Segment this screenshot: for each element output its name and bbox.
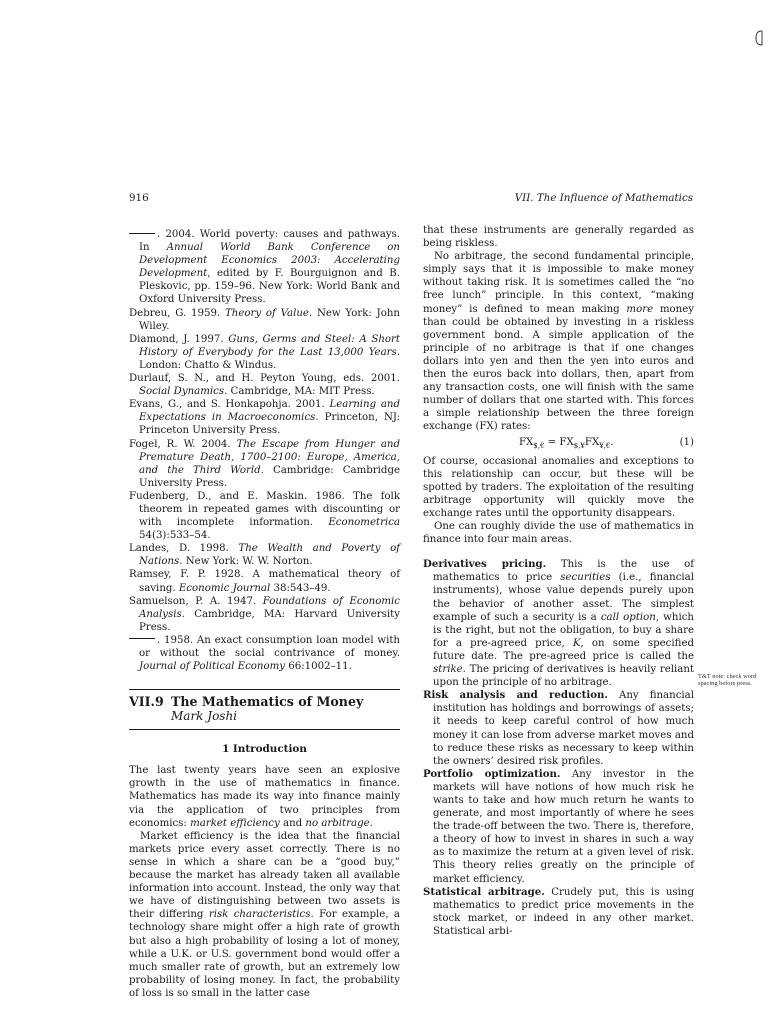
anomalies-text — [423, 455, 694, 547]
no-arbitrage-text — [423, 224, 694, 434]
margin-note: T&T note: check word spacing before press. — [698, 673, 757, 688]
section-title: VII. The Influence of Mathematics — [514, 192, 693, 204]
article-heading — [129, 694, 400, 709]
area-item: Statistical arbitrage. Crudely put, this is using mathematics to predict price movements in the stock market, or indeed in any other market. Statistical arbi- — [423, 885, 695, 937]
body-paragraph: Of course, occasional anomalies and exceptions to this relationship can occur, but these will be spotted by traders. The exploitation of the resulting arbitrage opportunity will quickly move the exchange rates until the opportunity disappears. — [423, 455, 694, 519]
intro-text — [129, 764, 400, 1000]
area-item: Risk analysis and reduction. Any financial institution has holdings and borrowings of assets; it needs to keep careful control of how much money it can lose from adverse market moves and to reduce these risks as necessary to keep within the owners’ desired risk profiles. — [423, 689, 694, 767]
reference-item: Evans, G., and S. Honkapohja. 2001. Learning and Expectations in Macroeconomics. Princeton, NJ: Princeton University Press. — [129, 399, 400, 437]
reference-item: Ramsey, F. P. 1928. A mathematical theory of saving. Economic Journal 38:543–49. — [129, 569, 400, 594]
article-top-rule — [129, 689, 400, 690]
area-heading: Portfolio optimization. — [423, 767, 561, 780]
right-column — [423, 224, 694, 938]
reference-list — [129, 228, 400, 673]
repeated-author-dash — [129, 233, 155, 234]
reference-item: Samuelson, P. A. 1947. Foundations of Economic Analysis. Cambridge, MA: Harvard University Press. — [129, 595, 400, 633]
reference-item: Durlauf, S. N., and H. Peyton Young, eds. 2001. Social Dynamics. Cambridge, MA: MIT Press. — [129, 373, 400, 398]
equation-number: (1) — [679, 436, 694, 448]
reference-item: Debreu, G. 1959. Theory of Value. New York: John Wiley. — [129, 307, 400, 332]
reference-item: . 1958. An exact consumption loan model with or without the social contrivance of money. Journal of Political Economy 66:1002–11. — [129, 634, 400, 673]
repeated-author-dash — [129, 638, 155, 639]
reference-item: . 2004. World poverty: causes and pathways. In Annual World Bank Conference on Development Economics 2003: Accelerating Development, edited by F. Bourguignon and B. Pleskovic, pp. 159–96. New York: World Bank and Oxford University Press. — [129, 228, 400, 307]
article-title: The Mathematics of Money — [171, 694, 364, 710]
area-item: Derivatives pricing. This is the use of mathematics to price securities (i.e., financial instruments), whose value depends purely upon the behavior of another asset. The simplest example of such a security is a call option, which is the right, but not the obligation, to buy a share for a pre-agreed price, K, on some specified future date. The pre-agreed price is called the strike. The pricing of derivatives is heavily reliant upon the principle of no arbitrage. — [423, 558, 694, 689]
area-item: Portfolio optimization. Any investor in the markets will have notions of how much risk he wants to take and how much return he wants to generate, and most importantly of where he sees the trade-off between the two. There is, therefore, a theory of how to invest in shares in such a way as to maximize the return at a given level of risk. This theory relies greatly on the principle of market efficiency. — [423, 767, 694, 885]
reference-item: Fudenberg, D., and E. Maskin. 1986. The folk theorem in repeated games with discounting or with incomplete information. Econometrica 54(3):533–54. — [129, 490, 400, 542]
four-areas-list — [423, 558, 694, 938]
area-heading: Risk analysis and reduction. — [423, 689, 608, 702]
area-heading: Derivatives pricing. — [423, 558, 547, 571]
reference-item: Fogel, R. W. 2004. The Escape from Hunger and Premature Death, 1700–2100: Europe, America, and the Third World. Cambridge: Cambridge University Press. — [129, 438, 400, 489]
body-paragraph: No arbitrage, the second fundamental principle, simply says that it is impossible to make money without taking risk. It is sometimes called the “no free lunch” principle. In this context, “making money” is defined to mean making more money than could be obtained by investing in a riskless government bond. A simple application of the principle of no arbitrage is that if one changes dollars into yen and then the yen into euros and then the euros back into dollars, then, apart from any transaction costs, one will finish with the same number of dollars that one started with. This forces a simple relationship between the three foreign exchange (FX) rates: — [423, 251, 694, 433]
article-author: Mark Joshi — [171, 709, 238, 724]
area-heading: Statistical arbitrage. — [423, 885, 545, 898]
reference-item: Diamond, J. 1997. Guns, Germs and Steel: A Short History of Everybody for the Last 13,000 Years. London: Chatto & Windus. — [129, 333, 400, 371]
equation-expression: $FX_{\$,€} = FX_{\$,¥}FX_{¥,€}$. — [518, 436, 614, 450]
body-paragraph: One can roughly divide the use of mathematics in finance into four main areas. — [423, 521, 694, 546]
article-bottom-rule — [129, 729, 400, 730]
body-paragraph: that these instruments are generally regarded as being riskless. — [423, 225, 694, 250]
body-paragraph: The last twenty years have seen an explosive growth in the use of mathematics in finance. Mathematics has made its way into finance mainly via the application of two principles from economics: market efficiency and no arbitrage. — [129, 765, 400, 829]
equation — [423, 436, 694, 453]
crop-mark-icon — [754, 30, 764, 46]
subsection-heading: 1 Introduction — [222, 743, 307, 756]
body-paragraph: Market efficiency is the idea that the financial markets price every asset correctly. There is no sense in which a share can be a “good buy,” because the market has already taken all available information into account. Instead, the only way that we have of distinguishing between two assets is their differing risk characteristics. For example, a technology share might offer a high rate of growth but also a high probability of losing a lot of money, while a U.K. or U.S. government bond would offer a much smaller rate of growth, but an extremely low probability of losing money. In fact, the probability of loss is so small in the latter case — [129, 830, 401, 999]
article-number: VII.9 — [129, 694, 164, 710]
page-number: 916 — [129, 192, 149, 204]
running-head — [129, 192, 693, 208]
left-column — [129, 228, 400, 1000]
reference-item: Landes, D. 1998. The Wealth and Poverty of Nations. New York: W. W. Norton. — [129, 543, 400, 568]
